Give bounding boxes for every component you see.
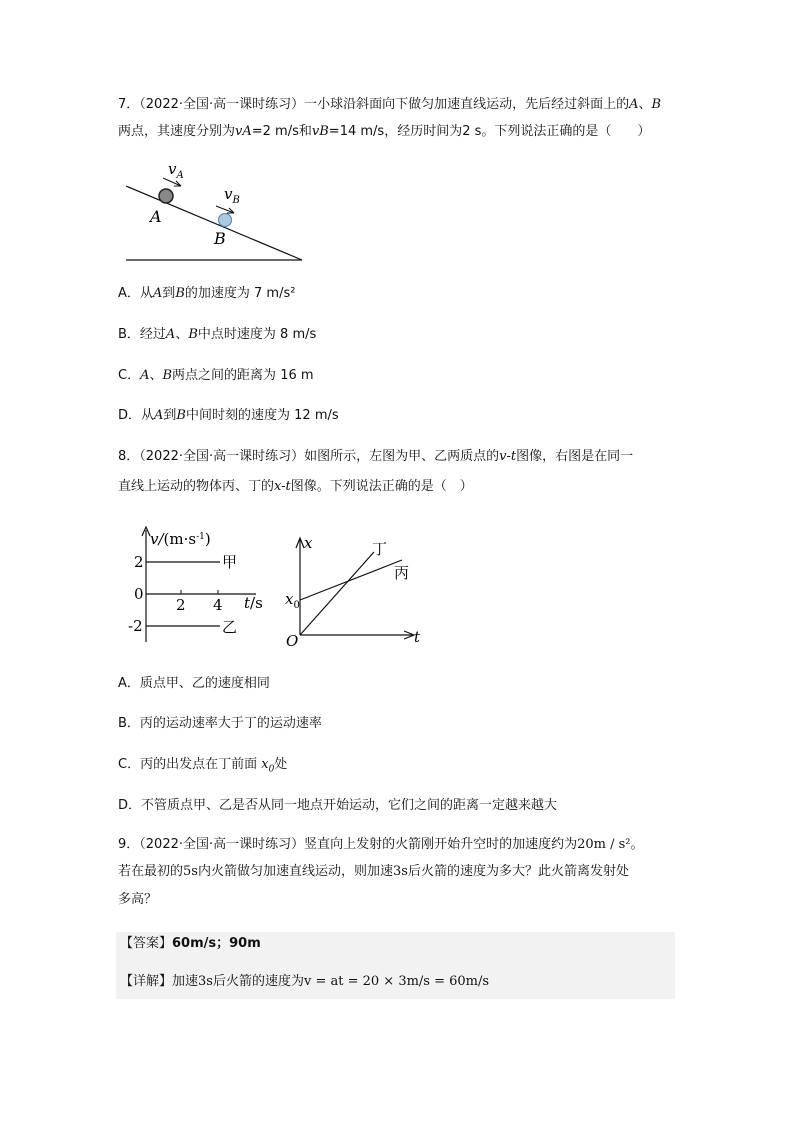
point-a-label: A	[629, 97, 639, 112]
vt-ytick-0: 0	[134, 585, 144, 603]
vb-label: $v_B$	[224, 185, 240, 206]
point-b-label: B	[651, 97, 662, 112]
xt-label-bing: 丙	[394, 564, 410, 582]
answer-box	[116, 932, 675, 999]
xt-line-bing	[300, 560, 402, 600]
vt-ytick-2: 2	[134, 553, 144, 571]
xt-xlabel: t	[414, 628, 421, 646]
point-a-fig-label: A	[150, 207, 162, 226]
detail-line: 【详解】加速3s后火箭的速度为v = at = 20 × 3m/s = 60m/s	[120, 974, 490, 989]
xt-label-ding: 丁	[372, 540, 388, 558]
xt-ylabel: x	[304, 534, 313, 552]
q8-stem-line1: 8．（2022·全国·高一课时练习）如图所示，左图为甲、乙两质点的v-t图像，右图是在同一	[118, 449, 634, 464]
q8-option-c: C．丙的出发点在丁前面 $x_0$处	[118, 757, 288, 775]
vt-xtick-label-4: 4	[213, 596, 223, 614]
q7-incline-figure	[118, 156, 308, 266]
vt-xlabel: t/s	[244, 594, 263, 612]
q7-option-d: D．从A到B中间时刻的速度为 12 m/s	[118, 408, 339, 423]
q9-stem-line1: 9．（2022·全国·高一课时练习）竖直向上发射的火箭刚开始升空时的加速度约为20m / s²。	[118, 837, 644, 852]
xt-x0: $x_0$	[285, 590, 300, 611]
q7-option-a: A．从A到B的加速度为 7 m/s²	[118, 286, 296, 301]
point-b-fig-label: B	[214, 229, 226, 248]
answer-line: 【答案】60m/s；90m	[120, 936, 261, 951]
q9-stem-line3: 多高？	[118, 892, 158, 907]
vt-ytick-neg2: -2	[128, 617, 143, 635]
q8-option-b: B．丙的运动速率大于丁的运动速率	[118, 716, 322, 731]
arrow-vb	[216, 206, 234, 213]
vt-label-yi: 乙	[222, 618, 238, 636]
xt-line-ding	[300, 552, 374, 635]
q7-option-c: C．A、B两点之间的距离为 16 m	[118, 368, 314, 383]
xt-origin: O	[286, 632, 299, 650]
q8-xt-graph	[282, 530, 427, 655]
vt-label-jia: 甲	[222, 553, 238, 571]
vt-ylabel: $v/(m\cdot s^{-1})$	[150, 530, 211, 548]
vt-xtick-label-2: 2	[176, 596, 186, 614]
q7-stem-line2: 两点，其速度分别为vA=2 m/s和vB=14 m/s，经历时间为2 s。下列说法正确的是（ ）	[118, 124, 651, 139]
va-label: $v_A$	[168, 160, 184, 181]
ball-a	[159, 189, 173, 203]
q7-option-b: B．经过A、B中点时速度为 8 m/s	[118, 327, 317, 342]
q8-option-a: A．质点甲、乙的速度相同	[118, 676, 270, 691]
q9-stem-line2: 若在最初的5s内火箭做匀加速直线运动，则加速3s后火箭的速度为多大？此火箭离发射处	[118, 864, 629, 879]
q8-option-d: D．不管质点甲、乙是否从同一地点开始运动，它们之间的距离一定越来越大	[118, 798, 558, 813]
q8-stem-line2: 直线上运动的物体丙、丁的x-t图像。下列说法正确的是（ ）	[118, 479, 473, 494]
ball-b	[219, 214, 232, 227]
q7-stem-line1: 7．（2022·全国·高一课时练习）一小球沿斜面向下做匀加速直线运动，先后经过斜面上的A、B	[118, 97, 662, 112]
q8-vt-graph	[124, 522, 274, 652]
